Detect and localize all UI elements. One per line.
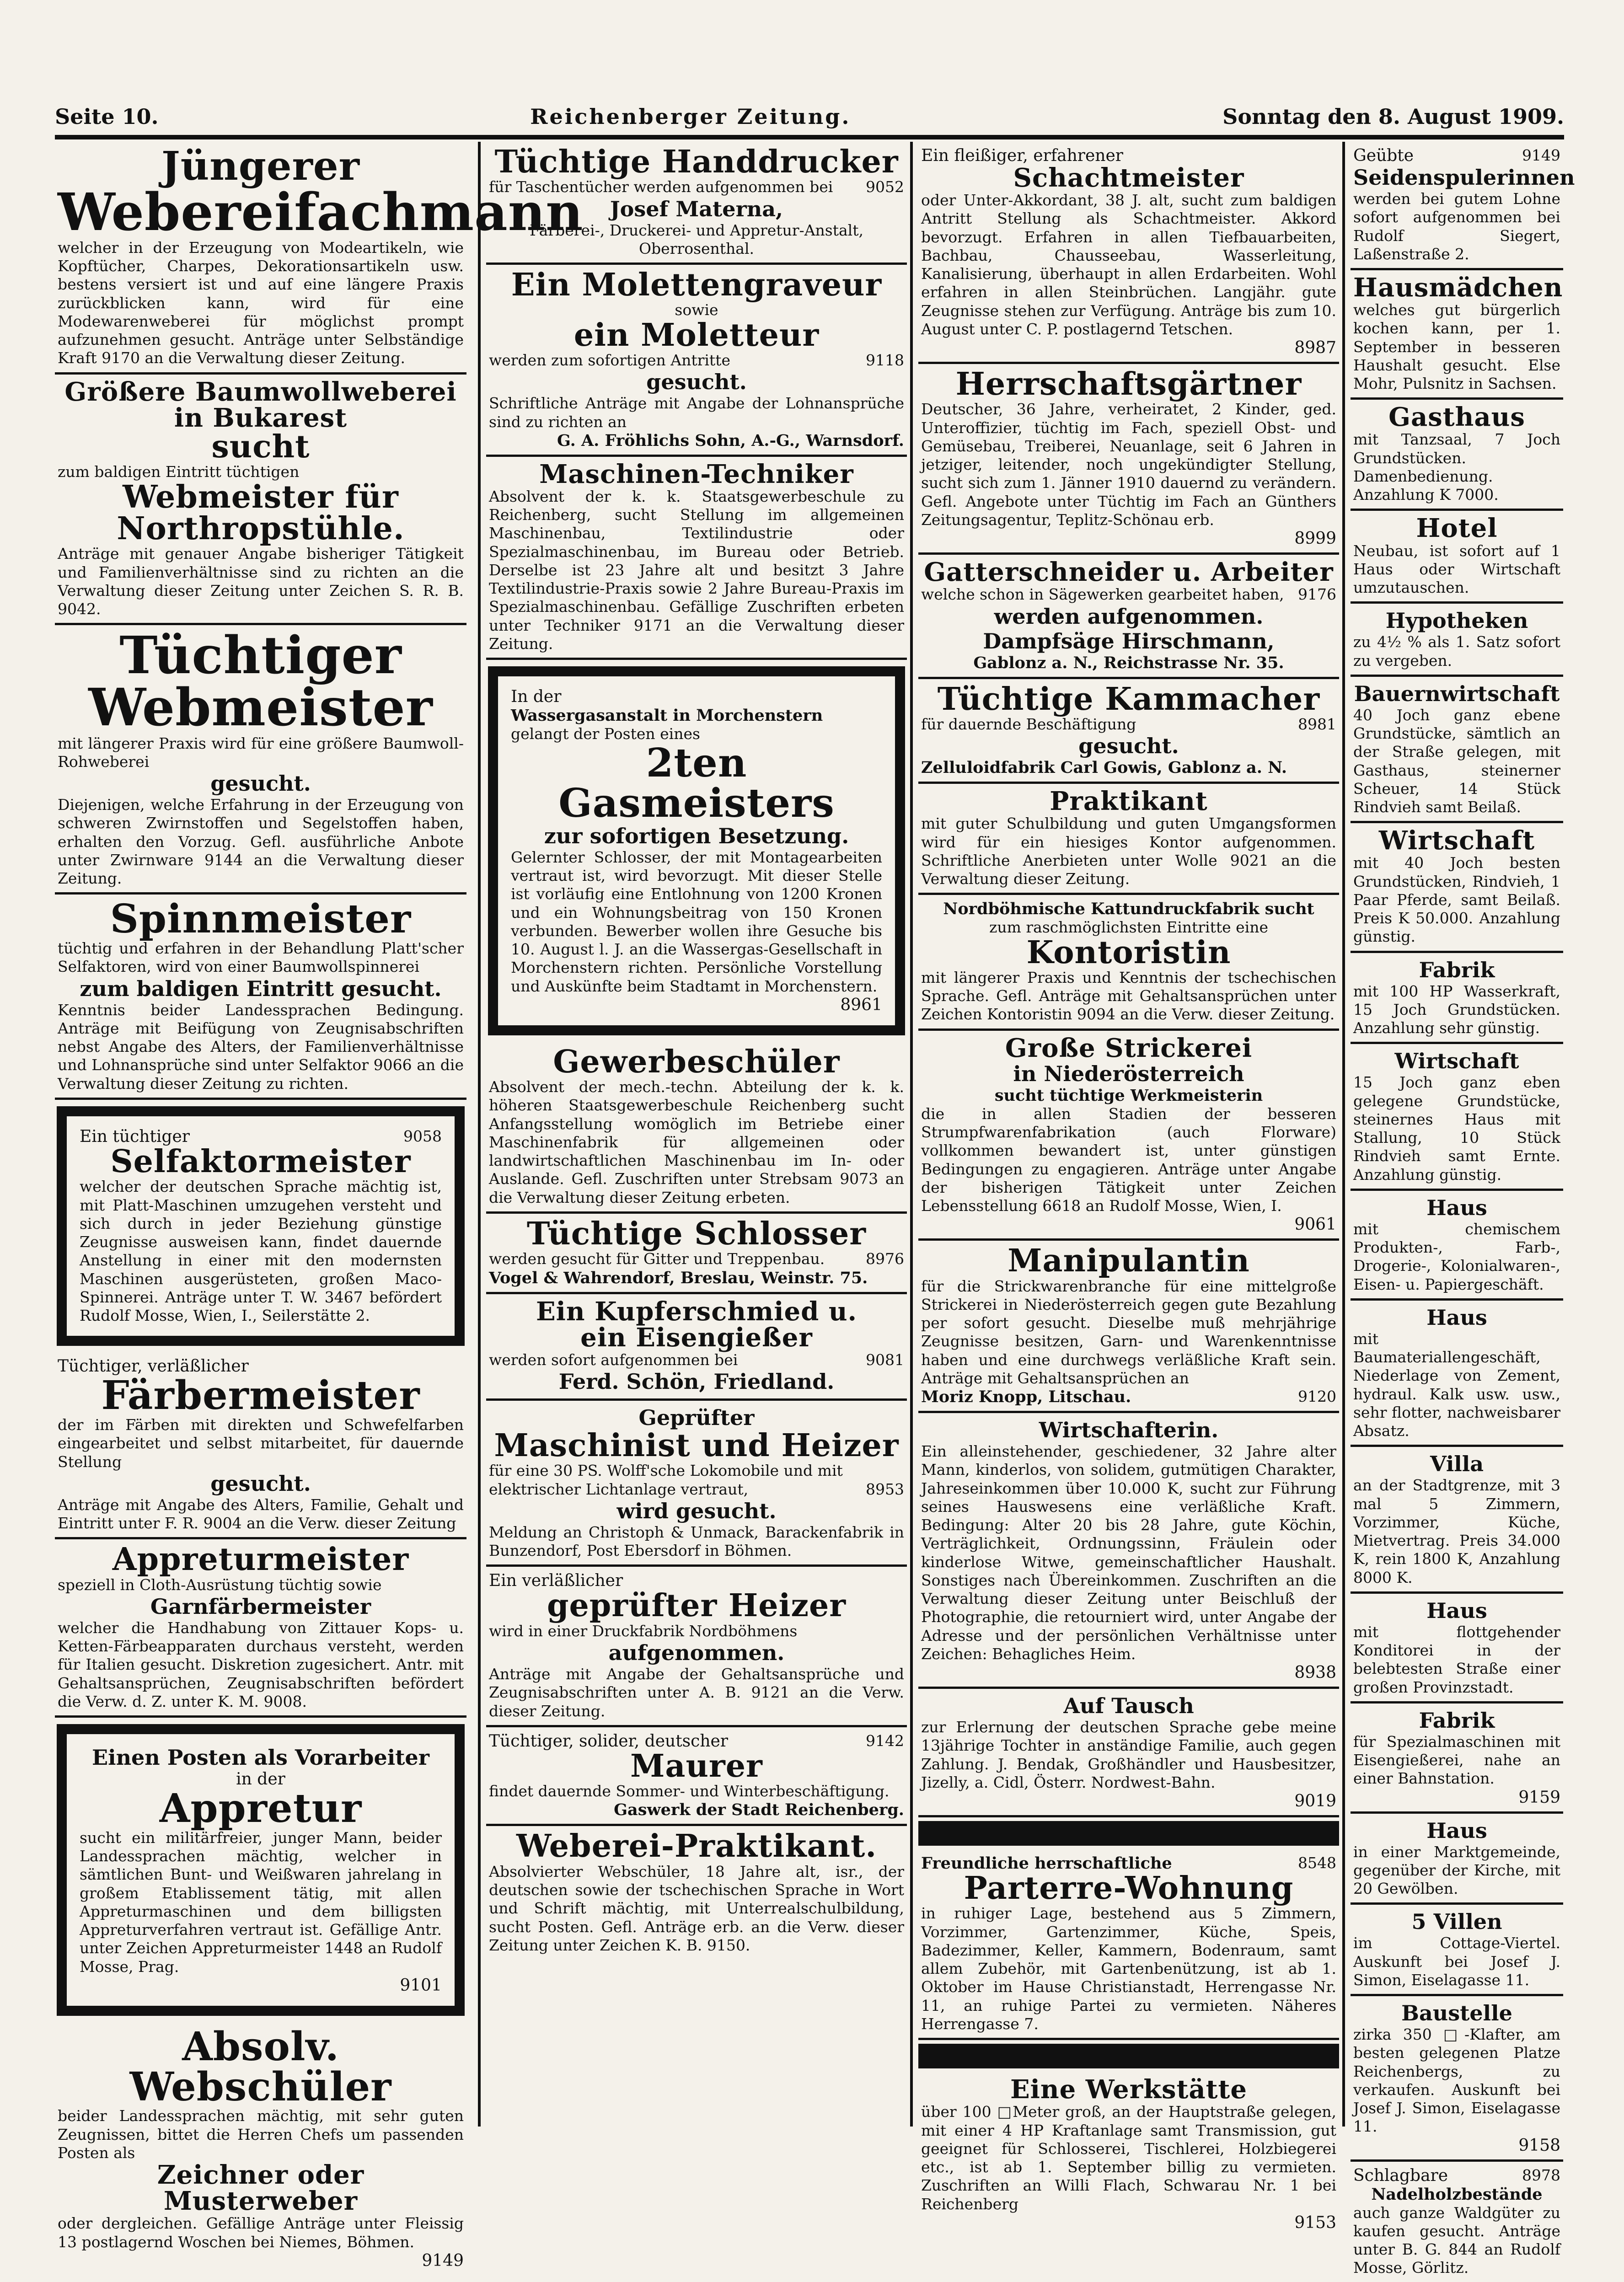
ad-number: 8976: [866, 1250, 904, 1268]
ad-number: 9101: [400, 1976, 442, 1995]
ad-body: die in allen Stadien der besseren Strumpfwarenfabrikation (auch Florware) vollkommen bewandert ist, unter günstigen Bedingungen zu engagieren. Anträge unter Angabe der bisherigen Tätigkeit unter Zeichen Lebensstellung 6618 an Rudolf Mosse, Wien, I.: [921, 1104, 1336, 1215]
ad-subtitle: zur sofortigen Besetzung.: [544, 823, 849, 848]
ad-pretitle: Größere Baumwollweberei in Bukarest: [64, 376, 457, 433]
ad-number: 9120: [1298, 1387, 1336, 1406]
ad-number: 9052: [866, 178, 904, 196]
ad-gatterschneider: [918, 555, 1339, 679]
ad-number: 8987: [1294, 338, 1336, 358]
ad-body: 15 Joch ganz eben gelegene Grundstücke, steinernes Haus mit Stallung, 10 Stück Rindvieh samt Ernte. Anzahlung günstig.: [1353, 1073, 1560, 1184]
ad-body: beider Landessprachen mächtig, mit sehr guten Zeugnissen, bittet die Herren Chefs um passenden Posten als: [58, 2107, 464, 2162]
ad-number: 9081: [866, 1350, 904, 1369]
ad-body: werden bei gutem Lohne sofort aufgenommen bei Rudolf Siegert, Laßenstraße 2.: [1353, 190, 1560, 263]
ad-realty-villa: [1351, 1447, 1563, 1594]
ad-seidenspulerinnen: [1351, 142, 1575, 270]
ad-body: für dauernde Beschäftigung: [921, 715, 1136, 733]
advertiser-name: Josef Materna,: [610, 196, 783, 221]
ad-handdrucker: [486, 142, 907, 265]
ad-subtitle: werden aufgenommen.: [994, 604, 1264, 629]
ad-number: 8548: [1298, 1854, 1336, 1872]
ad-number: 9149: [422, 2251, 464, 2270]
ad-body: Anträge mit genauer Angabe bisheriger Tätigkeit und Familienverhältnisse sind zu richten an die Verwaltung dieser Zeitung unter Zeichen S. R. B. 9042.: [58, 545, 464, 618]
ad-number: 9058: [403, 1127, 442, 1145]
ad-body: zum raschmöglichsten Eintritte eine: [989, 918, 1269, 937]
ad-pretitle: Ein tüchtiger: [80, 1127, 190, 1146]
ad-pretitle: In der: [511, 687, 562, 707]
page-number: Seite 10.: [55, 104, 159, 129]
ad-number: 8938: [1294, 1663, 1336, 1682]
ad-gewerbeschueler: [486, 1042, 907, 1214]
ad-body: tüchtig und erfahren in der Behandlung Platt'scher Selfaktoren, wird von einer Baumwollspinnerei: [58, 939, 464, 976]
ad-number: 9149: [1522, 146, 1560, 164]
ad-number: 8953: [866, 1480, 904, 1498]
column-2: [478, 142, 907, 2127]
ad-title: Tüchtiger Webmeister: [88, 626, 433, 738]
ad-body: zum baldigen Eintritt tüchtigen: [58, 463, 300, 481]
advertiser-name: Vogel & Wahrendorf, Breslau, Weinstr. 75.: [489, 1268, 868, 1287]
ad-body: der im Färben mit direkten und Schwefelfarben eingearbeitet und selbst mitarbeitet, für dauernde Stellung: [58, 1416, 464, 1471]
divider-bar: [918, 1821, 1339, 1846]
ad-title: geprüfter Heizer: [547, 1587, 847, 1624]
ad-body: Anträge mit Angabe des Alters, Familie, Gehalt und Eintritt unter F. R. 9004 an die Verw. dieser Zeitung: [58, 1495, 464, 1532]
ad-subtitle: wird gesucht.: [616, 1498, 777, 1523]
ad-strickerei: [918, 1031, 1339, 1241]
ad-body: werden zum sofortigen Antritte: [489, 351, 730, 370]
ad-number: 8981: [1298, 715, 1336, 733]
ad-body: an der Stadtgrenze, mit 3 mal 5 Zimmern, Vorzimmer, Küche, Mietvertrag. Preis 34.000 K, rein 1800 K, Anzahlung 8000 K.: [1353, 1476, 1560, 1586]
ad-title: Auf Tausch: [1063, 1693, 1194, 1719]
advertiser-name: G. A. Fröhlichs Sohn, A.-G., Warnsdorf.: [557, 431, 904, 450]
ad-body: Färberei-, Druckerei- und Appretur-Anstalt, Oberrosenthal.: [530, 221, 863, 257]
ad-hausmaedchen: [1351, 270, 1563, 400]
ad-pretitle: Geprüfter: [638, 1405, 755, 1430]
ad-pretitle: Schlagbare: [1353, 2166, 1448, 2185]
newspaper-title: Reichenberger Zeitung.: [530, 104, 851, 129]
ad-body: mit längerer Praxis wird für eine größere Baumwoll-Rohweberei: [58, 734, 464, 771]
ad-body: Meldung an Christoph & Unmack, Barackenfabrik in Bunzendorf, Post Ebersdorf in Böhmen.: [489, 1523, 904, 1560]
ad-schachtmeister: [918, 142, 1339, 364]
ad-subtitle: sucht tüchtige Werkmeisterin: [994, 1086, 1263, 1105]
ad-title: Tüchtige Schlosser: [526, 1215, 867, 1252]
ad-title: Gewerbeschüler: [553, 1043, 840, 1080]
ad-title: Fabrik: [1419, 957, 1495, 982]
ad-title: Maurer: [630, 1747, 763, 1784]
ad-title: Haus: [1426, 1195, 1487, 1220]
ad-herrschaftsgaertner: [918, 364, 1339, 555]
ad-pretitle: Tüchtiger, verläßlicher: [58, 1357, 249, 1376]
ad-realty-villen: [1351, 1905, 1563, 1996]
ad-body: für Spezialmaschinen mit Eisengießerei, nahe an einer Bahnstation.: [1353, 1732, 1560, 1788]
ad-vorarbeiter-appretur: [57, 1724, 465, 2016]
ad-number: 9158: [1518, 2136, 1560, 2155]
ad-pretitle: Nordböhmische Kattundruckfabrik sucht: [943, 900, 1314, 919]
ad-title: Manipulantin: [1008, 1243, 1250, 1280]
ad-body: Absolvent der mech.-techn. Abteilung der k. k. höheren Staatsgewerbeschule Reichenberg sucht Anfangsstellung womöglich im Betriebe einer Maschinenfabrik für allgemeinen oder landwirtschaftlichen Maschinenbau im In- oder Auslande. Gefl. Zuschriften unter Strebsam 9073 an die Verwaltung dieser Zeitung erbeten.: [489, 1078, 904, 1206]
ad-schlosser: [486, 1214, 907, 1294]
ad-realty-hotel: [1351, 511, 1563, 604]
ad-body: mit Tanzsaal, 7 Joch Grundstücken. Damenbedienung. Anzahlung K 7000.: [1353, 430, 1560, 504]
ad-body: welcher der deutschen Sprache mächtig ist, mit Platt-Maschinen umzugehen versteht und sich durch in jeder Beziehung günstige Zeugnisse ausweisen kann, findet dauernde Anstellung in einer mit den modernsten Maschinen ausgerüsteten, großen Maco-Spinnerei. Anträge unter T. W. 3467 befördert Rudolf Mosse, Wien, I., Seilerstätte 2.: [80, 1178, 442, 1325]
ad-parterre-wohnung: [918, 1849, 1339, 2040]
advertiser-name: Moriz Knopp, Litschau.: [921, 1387, 1131, 1407]
ad-realty-haus-4: [1351, 1814, 1563, 1905]
ad-body: Diejenigen, welche Erfahrung in der Erzeugung von schweren Zwirnstoffen und Segelstoffen haben, erhalten den Vorzug. Gefl. ausführliche Anbote unter Zwirnware 9144 an die Verwaltung dieser Zeitung.: [58, 796, 464, 888]
ad-body: für die Strickwarenbranche für eine mittelgroße Strickerei in Niederösterreich gegen gute Bezahlung per sofort gesucht. Dieselbe muß mehrjährige Zeugnisse besitzen, Garn- und Warenkenntnisse haben und eine durchwegs verläßliche Kraft sein. Anträge mit Gehaltsansprüchen an: [921, 1277, 1336, 1387]
ad-body: mit 40 Joch besten Grundstücken, Rindvieh, 1 Paar Pferde, samt Beilaß. Preis K 50.000. Anzahlung günstig.: [1353, 854, 1560, 946]
ad-realty-hypotheken: [1351, 604, 1563, 677]
ad-webereifachmann: [55, 142, 584, 375]
ad-body: mit chemischem Produkten-, Farb-, Drogerie-, Kolonialwaren-, Eisen- u. Papiergeschäft.: [1353, 1220, 1560, 1293]
ad-baustelle: [1351, 1996, 1563, 2162]
ad-number: 9142: [866, 1731, 904, 1750]
ad-realty-fabrik-2: [1351, 1703, 1563, 1814]
ad-title: Eine Werkstätte: [1010, 2074, 1248, 2105]
ad-number: 9118: [866, 351, 904, 370]
ad-body: speziell in Cloth-Ausrüstung tüchtig sowie: [58, 1575, 382, 1594]
ad-body: welcher in der Erzeugung von Modeartikeln, wie Kopftücher, Charpes, Dekorationsartikeln usw. bestens versiert ist und auf eine längere Praxis zurückblicken kann, wird für eine Modewarenweberei für möglichst prompt aufzunehmen gesucht. Anträge unter Selbständige Kraft 9170 an die Verwaltung dieser Zeitung.: [58, 238, 464, 367]
ad-title: Appreturmeister: [112, 1541, 409, 1578]
ad-maschinist-heizer: [486, 1401, 907, 1567]
ad-title: Ein Kupferschmied u.: [536, 1296, 858, 1327]
ad-title: Villa: [1430, 1452, 1484, 1477]
ad-subtitle: gesucht.: [1078, 734, 1179, 759]
ad-title: Praktikant: [1050, 786, 1208, 817]
ad-title: Absolv. Webschüler: [129, 2023, 392, 2110]
ad-body: für Taschentücher werden aufgenommen bei: [489, 178, 833, 196]
ad-title: Nadelholzbestände: [1371, 2185, 1543, 2204]
ad-body: im Cottage-Viertel. Auskunft bei Josef J. Simon, Eiselagasse 11.: [1353, 1934, 1560, 1989]
ad-title: Tüchtige Kammacher: [937, 680, 1320, 718]
ad-realty-wirtschaft-2: [1351, 1044, 1563, 1191]
ad-kontoristin: [918, 895, 1339, 1030]
ad-gepruefter-heizer: [486, 1567, 907, 1727]
ad-pretitle: Geübte: [1353, 146, 1414, 165]
ad-body: Absolvierter Webschüler, 18 Jahre alt, isr., der deutschen sowie der tschechischen Sprache in Wort und Schrift mächtig, mit Unterrealschulbildung, sucht Posten. Gefl. Anträge erb. an die Verw. dieser Zeitung unter Zeichen K. B. 9150.: [489, 1862, 904, 1954]
ad-title: Hotel: [1416, 513, 1498, 544]
ad-title: Wassergasanstalt in Morchenstern: [511, 706, 823, 725]
ad-realty-gasthaus: [1351, 400, 1563, 511]
ad-realty-haus-2: [1351, 1301, 1563, 1447]
ad-title: Haus: [1426, 1598, 1487, 1623]
ad-tuechtiger-webmeister: [55, 625, 466, 895]
ad-title: Gasthaus: [1388, 402, 1525, 433]
ad-body: oder Unter-Akkordant, 38 J. alt, sucht zum baldigen Antritt Stellung als Schachtmeister. Akkord bevorzugt. Erfahren in allen Tiefbauarbeiten, Bachbau, Chausseebau, Wasserleitung, Kanalisierung, überhaupt in allen Erdarbeiten. Wohl erfahren in allen Steinbrüchen. Langjähr. gute Zeugnisse stehen zur Verfügung. Anträge bis zum 10. August unter C. P. postlagernd Tetschen.: [921, 191, 1336, 338]
ad-realty-bauernwirtschaft: [1351, 677, 1563, 824]
ad-number: 8978: [1522, 2166, 1560, 2184]
advertiser-name: Zelluloidfabrik Carl Gowis, Gablonz a. N.: [921, 758, 1287, 777]
ad-body: mit längerer Praxis und Kenntnis der tschechischen Sprache. Gefl. Anträge mit Gehaltsansprüchen unter Zeichen Kontoristin 9094 an die Verw. dieser Zeitung.: [921, 968, 1336, 1023]
ad-weberei-praktikant: [486, 1826, 907, 1959]
ad-number: 9061: [1294, 1215, 1336, 1234]
ad-title: Große Strickerei: [1005, 1033, 1253, 1063]
ad-body: mit Baumateriallengeschäft, Niederlage von Zement, hydraul. Kalk usw. usw., sehr flotter, nachweisbarer Absatz.: [1353, 1329, 1560, 1440]
ad-body: werden sofort aufgenommen bei: [489, 1350, 738, 1369]
ad-title: Einen Posten als Vorarbeiter: [92, 1745, 429, 1770]
ad-body: Ein alleinstehender, geschiedener, 32 Jahre alter Mann, kinderlos, von solidem, gutmütigen Charakter, Jahreseinkommen über 10.000 K, sucht zur Führung seines Hauswesens eine verläßliche Kraft. Bedingung: Alter 20 bis 28 Jahre, gute Köchin, Verträglichkeit, Ordnungssinn, Fräulein oder kinderlose Witwe, gemeinschaftlicher Haushalt. Sonstiges nach Übereinkommen. Zuschriften an die Verwaltung dieser Zeitung unter Beischluß der Photographie, die retourniert wird, unter Angabe der Adresse und der persönlichen Verhältnisse unter Zeichen: Behagliches Heim.: [921, 1442, 1336, 1663]
ad-title: sucht: [211, 428, 310, 465]
ad-pretitle: Tüchtiger, solider, deutscher: [489, 1731, 729, 1751]
ad-body: Gelernter Schlosser, der mit Montagearbeiten vertraut ist, wird bevorzugt. Mit dieser Stelle ist vorläufig eine Entlohnung von 1200 Kronen und ein Wohnungsbeitrag von 150 Kronen verbunden. Bewerber wollen ihre Gesuche bis 10. August l. J. an die Wassergas-Gesellschaft in Morchenstern richten. Persönliche Vorstellung und Auskünfte beim Stadtamt in Morchenstern.: [511, 848, 882, 995]
ad-body: Kenntnis beider Landessprachen Bedingung. Anträge mit Beifügung von Zeugnisabschriften nebst Angabe des Alters, der Familienverhältnisse und Lohnansprüche sind unter Selfaktor 9066 an die Verwaltung dieser Zeitung zu richten.: [58, 1001, 464, 1093]
ad-werkstaette: [918, 2072, 1339, 2237]
ad-title: Kontoristin: [1026, 934, 1231, 971]
ad-body: mit guter Schulbildung und guten Umgangsformen wird für ein hiesiges Kontor aufgenommen. Schriftliche Anerbieten unter Wolle 9021 an die Verwaltung dieser Zeitung.: [921, 814, 1336, 888]
ad-title: Herrschaftsgärtner: [955, 366, 1302, 403]
advertiser-name: Gaswerk der Stadt Reichenberg.: [614, 1800, 904, 1820]
ad-title: Spinnmeister: [110, 896, 412, 943]
ad-title: 2ten Gasmeisters: [558, 740, 835, 827]
ad-kupferschmied: [486, 1294, 907, 1401]
ad-maschinen-techniker: [486, 457, 907, 660]
ad-title: Wirtschaft: [1394, 1049, 1519, 1074]
ad-nadelholzbestaende: [1351, 2162, 1563, 2282]
ad-body: zu 4½ % als 1. Satz sofort zu vergeben.: [1353, 633, 1560, 670]
ad-body: Neubau, ist sofort auf 1 Haus oder Wirtschaft umzutauschen.: [1353, 541, 1560, 597]
advertiser-name: Ferd. Schön, Friedland.: [558, 1369, 835, 1394]
ad-title: Bauernwirtschaft: [1354, 681, 1560, 706]
ad-title: Schachtmeister: [1013, 163, 1244, 193]
ad-title: Fabrik: [1419, 1708, 1495, 1733]
ad-title: Hausmädchen: [1353, 273, 1563, 303]
ad-realty-haus-3: [1351, 1594, 1563, 1703]
ad-body: 40 Joch ganz ebene Grundstücke, sämtlich an der Straße gelegen, mit Gasthaus, steinerner Scheuer, 14 Stück Rindvieh samt Beilaß.: [1353, 706, 1560, 816]
ad-manipulantin: [918, 1241, 1339, 1413]
ad-title: Weberei-Praktikant.: [516, 1828, 877, 1865]
ad-realty-wirtschaft-1: [1351, 823, 1563, 953]
ad-body: wird in einer Druckfabrik Nordböhmens: [489, 1622, 798, 1640]
ad-body: welcher die Handhabung von Zittauer Kops- u. Ketten-Färbeapparaten durchaus versteht, werden für Italien gesucht. Diskretion zugesichert. Antr. mit Gehaltsansprüchen, Zeugnisabschriften befördert die Verw. d. Z. unter K. M. 9008.: [58, 1618, 464, 1710]
ad-title: Appretur: [159, 1785, 362, 1832]
ad-body: in einer Marktgemeinde, gegenüber der Kirche, mit 20 Gewölben.: [1353, 1843, 1560, 1898]
ad-subtitle: gesucht.: [210, 771, 311, 796]
ad-title: Wirtschaft: [1378, 825, 1535, 856]
ad-body: mit flottgehender Konditorei in der belebtesten Straße einer großen Provinzstadt.: [1353, 1623, 1560, 1696]
ad-pretitle: in der: [236, 1770, 285, 1789]
ad-body: für eine 30 PS. Wolff'sche Lokomobile und mit elektrischer Lichtanlage vertraut,: [489, 1462, 843, 1498]
ad-title: Maschinist und Heizer: [494, 1427, 899, 1464]
ad-connector: sowie: [675, 301, 718, 319]
ad-title: Parterre-Wohnung: [964, 1870, 1294, 1907]
advertiser-address: Gablonz a. N., Reichstrasse Nr. 35.: [973, 653, 1284, 672]
ad-body: über 100 □Meter groß, an der Hauptstraße gelegen, mit einer 4 HP Kraftanlage samt Transmission, gut geeignet für Schlosserei, Tischlerei, Holzbiegerei etc., ist ab 1. September billig zu vermieten. Zuschriften an Willi Flach, Schwarau Nr. 1 bei Reichenberg: [921, 2103, 1336, 2213]
advertiser-name: Dampfsäge Hirschmann,: [983, 628, 1275, 654]
ad-pretitle: Ein verläßlicher: [489, 1571, 623, 1591]
ad-number: 8999: [1294, 529, 1336, 548]
issue-date: Sonntag den 8. August 1909.: [1222, 104, 1564, 129]
ad-wirtschafterin: [918, 1413, 1339, 1689]
ad-spinnmeister: [55, 895, 466, 1099]
ad-number: 9159: [1518, 1788, 1560, 1807]
ad-body: in ruhiger Lage, bestehend aus 5 Zimmern, Vorzimmer, Gartenzimmer, Küche, Speis, Badezimmer, Keller, Kammern, Bodenraum, samt allem Zubehör, mit Gartenbenützung, ist ab 1. Oktober im Hause Christianstadt, Herrengasse Nr. 11, an ruhige Partei zu vermieten. Näheres Herrengasse 7.: [921, 1904, 1336, 2033]
ad-faerbermeister: [55, 1352, 466, 1539]
ad-body: mit 100 HP Wasserkraft, 15 Joch Grundstücken. Anzahlung sehr günstig.: [1353, 982, 1560, 1037]
ad-number: 8961: [840, 995, 882, 1014]
column-4: [1342, 142, 1575, 2277]
ad-title: in Niederösterreich: [1013, 1061, 1244, 1086]
column-3: [910, 142, 1339, 2232]
ad-number: 9153: [1294, 2213, 1336, 2232]
ad-title: Hypotheken: [1385, 608, 1528, 633]
ad-subtitle: zum baldigen Eintritt gesucht.: [80, 976, 442, 1001]
ad-title: Haus: [1426, 1305, 1487, 1330]
ad-selfaktormeister: [57, 1106, 465, 1346]
ad-title: Zeichner oder Musterweber: [157, 2160, 364, 2217]
ad-title: Färbermeister: [101, 1372, 420, 1419]
ad-body: zur Erlernung der deutschen Sprache gebe meine 13jährige Tochter in anständige Familie, auch gegen Zahlung. J. Bendak, Großhändler und Hausbesitzer, Jizelly, a. Cidl, Österr. Nordwest-Bahn.: [921, 1718, 1336, 1791]
ad-body: welche schon in Sägewerken gearbeitet haben,: [921, 585, 1284, 604]
ad-auf-tausch: [918, 1689, 1339, 1817]
ad-title: Ein Molettengraveur: [511, 267, 882, 304]
ad-kammacher: [918, 679, 1339, 784]
ad-title: ein Eisengießer: [580, 1322, 813, 1353]
ad-praktikant: [918, 784, 1339, 895]
ad-appreturmeister: [55, 1539, 466, 1718]
ad-title: Gatterschneider u. Arbeiter: [924, 557, 1334, 588]
ad-subtitle: aufgenommen.: [608, 1640, 785, 1666]
ad-webschueler: [55, 2022, 466, 2275]
ad-body: gelangt der Posten eines: [511, 725, 700, 743]
ad-gasmeister: [488, 666, 905, 1035]
ad-title: Selfaktormeister: [110, 1143, 411, 1180]
ad-realty-haus-1: [1351, 1191, 1563, 1301]
ad-title: Haus: [1426, 1818, 1487, 1843]
ad-body: Anträge mit Angabe der Gehaltsansprüche und Zeugnisabschriften unter A. B. 9121 an die Verw. dieser Zeitung.: [489, 1665, 904, 1720]
ad-subtitle: gesucht.: [646, 370, 747, 395]
ad-pretitle: Freundliche herrschaftliche: [921, 1854, 1172, 1873]
ad-title: Seidenspulerinnen: [1353, 165, 1575, 190]
ad-maurer: [486, 1727, 907, 1827]
page-header: [55, 98, 1564, 139]
ad-body: zirka 350 □-Klafter, am besten gelegenen Platze Reichenbergs, zu verkaufen. Auskunft bei Josef J. Simon, Eiselagasse 11.: [1353, 2025, 1560, 2136]
ad-body: oder dergleichen. Gefällige Anträge unter Fleissig 13 postlagernd Woschen bei Niemes, Böhmen.: [58, 2214, 464, 2251]
ad-body: werden gesucht für Gitter und Treppenbau.: [489, 1250, 825, 1268]
ad-body: findet dauernde Sommer- und Winterbeschäftigung.: [489, 1782, 890, 1800]
ad-title: ein Moletteur: [573, 316, 820, 354]
ad-title: Wirtschafterin.: [1039, 1418, 1219, 1443]
ad-number: 9019: [1294, 1792, 1336, 1811]
ad-title: Baustelle: [1401, 2001, 1512, 2026]
ad-subtitle: gesucht.: [210, 1471, 311, 1496]
ad-molettengraveur: [486, 265, 907, 457]
ad-title: Tüchtige Handdrucker: [494, 144, 899, 180]
ad-body: auch ganze Waldgüter zu kaufen gesucht. Anträge unter B. G. 844 an Rudolf Mosse, Görlitz.: [1353, 2203, 1560, 2277]
ad-title: 5 Villen: [1411, 1909, 1502, 1934]
ad-title: Webmeister für Northropstühle.: [117, 478, 405, 547]
ad-number: 9176: [1298, 585, 1336, 604]
ad-realty-fabrik-1: [1351, 953, 1563, 1045]
ad-subtitle: Garnfärbermeister: [150, 1594, 371, 1619]
ad-body: Deutscher, 36 Jahre, verheiratet, 2 Kinder, ged. Unteroffizier, tüchtig im Fach, speziell Obst- und Gemüsebau, Treiberei, Neuanlage, seit 6 Jahren in jetziger, leitender, noch ungekündigter Stellung, sucht sich zum 1. Jänner 1910 dauernd zu verändern. Gefl. Angebote unter Tüchtig im Fach an Günthers Zeitungsagentur, Teplitz-Schönau erb.: [921, 400, 1336, 529]
ad-body: Schriftliche Anträge mit Angabe der Lohnansprüche sind zu richten an: [489, 394, 904, 431]
ad-title: Jüngerer: [161, 143, 360, 189]
ad-body: welches gut bürgerlich kochen kann, per 1. September in besseren Haushalt gesucht. Else Mohr, Pulsnitz in Sachsen.: [1353, 301, 1560, 393]
ad-title: Maschinen-Techniker: [539, 459, 854, 489]
divider-bar: [918, 2044, 1339, 2068]
ad-pretitle: Ein fleißiger, erfahrener: [921, 146, 1124, 165]
ad-body: Absolvent der k. k. Staatsgewerbeschule zu Reichenberg, sucht Stellung im allgemeinen Maschinenbau, Textilindustrie oder Spezialmaschinenbau, im Bureau oder Betrieb. Derselbe ist 23 Jahre alt und besitzt 3 Jahre Textilindustrie-Praxis sowie 2 Jahre Bureau-Praxis im Spezialmaschinenbau. Gefällige Zuschriften erbeten unter Techniker 9171 an die Verwaltung dieser Zeitung.: [489, 487, 904, 653]
ad-title: Webereifachmann: [58, 182, 584, 242]
ad-body: sucht ein militärfreier, junger Mann, beider Landessprachen mächtig, welcher in sämtlichen Bunt- und Weißwaren jahrelang in großem Etablissement tätig, mit allen Appreturmaschinen und dem billigsten Appreturverfahren vertraut ist. Gefällige Antr. unter Zeichen Appreturmeister 1448 an Rudolf Mosse, Prag.: [80, 1828, 442, 1976]
ad-webmeister-northrop: [55, 375, 466, 626]
